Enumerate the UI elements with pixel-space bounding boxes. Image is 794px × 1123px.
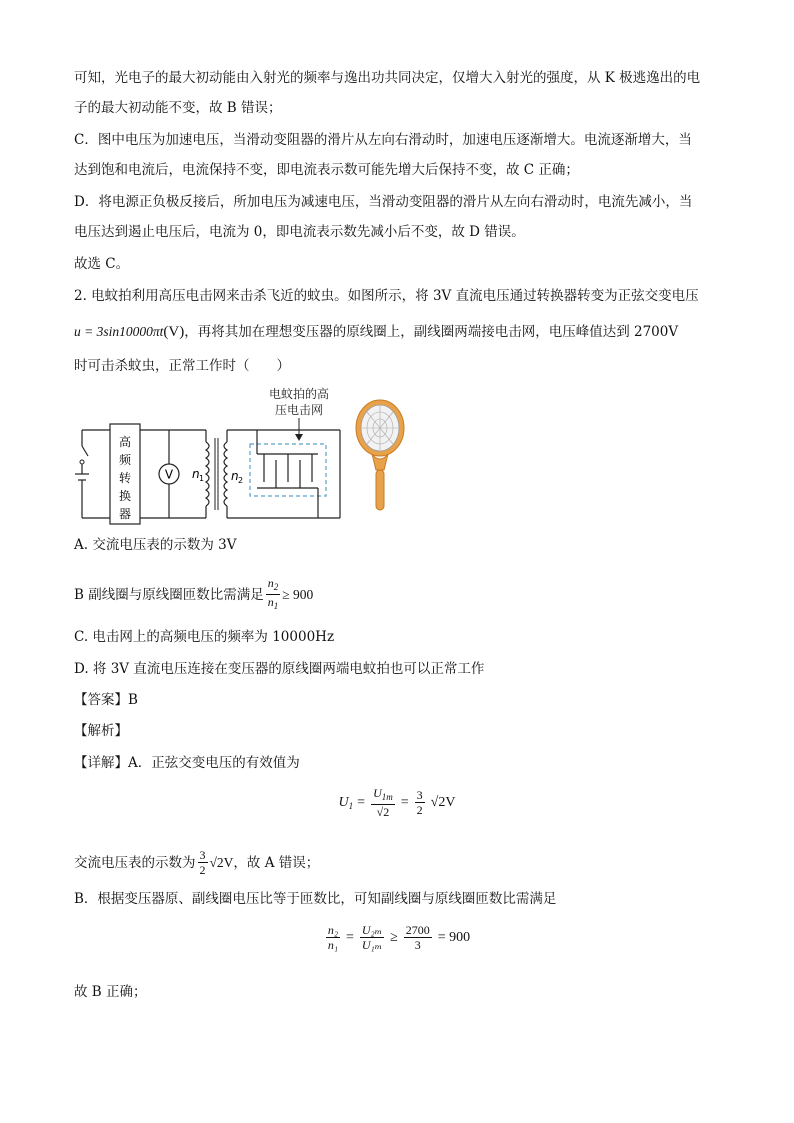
figure-label-line-1: 电蚊拍的高 bbox=[268, 387, 330, 401]
text-line-1: 可知，光电子的最大初动能由入射光的频率与逸出功共同决定，仅增大入射光的强度，从 K 极逃逸出的电 bbox=[74, 70, 701, 86]
secondary-coil bbox=[224, 442, 227, 506]
battery-switch-circuit bbox=[75, 430, 110, 518]
option-c: C. 电击网上的高频电压的频率为 10000Hz bbox=[74, 629, 335, 645]
eq1-lhs: $U_1$ bbox=[338, 794, 354, 811]
eq1-fraction-2: $\frac{3}{2}$ bbox=[416, 788, 423, 817]
option-b bbox=[74, 576, 313, 613]
line-b: B．根据变压器原、副线圈电压比等于匝数比，可知副线圈与原线圈匝数比需满足 bbox=[74, 891, 557, 907]
eq1-equals-2: = bbox=[400, 794, 409, 810]
switch-contact bbox=[80, 460, 84, 464]
option-a: A. 交流电压表的示数为 3V bbox=[74, 537, 237, 553]
question-2-line-2 bbox=[74, 322, 678, 342]
converter-char-1: 高 bbox=[118, 435, 132, 449]
eq1-fraction-1: $\frac{U_{1m}}{√2}$ bbox=[373, 786, 393, 819]
text-line-6: 电压达到遏止电压后，电流为 0，即电流表示数先减小后不变，故 D 错误。 bbox=[74, 224, 525, 240]
text-line-3: C．图中电压为加速电压，当滑动变阻器的滑片从左向右滑动时，加速电压逐渐增大。电流逐渐增大，当 bbox=[74, 132, 692, 148]
secondary-wiring bbox=[227, 430, 340, 518]
n1-label: n bbox=[192, 467, 200, 481]
option-b-condition: ≥ 900 bbox=[282, 586, 314, 602]
converter-char-5: 器 bbox=[118, 507, 132, 521]
circuit-figure bbox=[74, 384, 434, 534]
option-d: D. 将 3V 直流电压连接在变压器的原线圈两端电蚊拍也可以正常工作 bbox=[74, 661, 485, 677]
n2-subscript: 2 bbox=[238, 476, 244, 485]
question-2-line-1: 2. 电蚊拍利用高压电击网来击杀飞近的蚊虫。如图所示，将 3V 直流电压通过转换器转变为正弦交变电压 bbox=[74, 288, 699, 304]
equation-2: $\frac{\text{n₂}}{\text{n₁}}$ = $\frac{\text{U₂ₘ}}{\text{U₁ₘ}}$ ≥ $\frac{2700}{3}$ = 900 bbox=[327, 923, 471, 952]
converter-char-4: 换 bbox=[118, 489, 132, 503]
text-line-2: 子的最大初动能不变，故 B 错误； bbox=[74, 100, 282, 116]
line-a2-fraction: $\frac{3}{2}$ bbox=[199, 848, 206, 877]
equation-1 bbox=[0, 786, 794, 819]
option-b-text: B 副线圈与原线圈匝数比需满足 bbox=[74, 586, 264, 603]
analysis-heading: 【解析】 bbox=[74, 723, 128, 739]
question-2-line-2-rest: ，再将其加在理想变压器的原线圈上，副线圈两端接电击网，电压峰值达到 2700V bbox=[184, 324, 679, 340]
line-a2: 交流电压表的示数为 $\frac{3}{2}$ √2V ，故 A 错误； bbox=[74, 848, 320, 877]
line-b-end: 故 B 正确； bbox=[74, 984, 147, 1000]
eq2-result: = 900 bbox=[437, 929, 471, 945]
text-line-7: 故选 C。 bbox=[74, 256, 130, 272]
primary-coil bbox=[206, 442, 209, 506]
voltage-formula: u = 3sin10000πt bbox=[74, 324, 164, 339]
label-arrow-head bbox=[295, 434, 303, 441]
option-b-fraction: $\frac{n_2}{n_1}$ bbox=[267, 576, 279, 611]
n1-subscript: 1 bbox=[199, 474, 205, 483]
figure-label-line-2: 压电击网 bbox=[274, 403, 324, 417]
detail-a: 【详解】A．正弦交变电压的有效值为 bbox=[74, 755, 300, 771]
answer: 【答案】B bbox=[74, 692, 138, 708]
eq2-fraction-3: $\frac{2700}{3}$ bbox=[405, 923, 430, 952]
mosquito-racket-image bbox=[356, 400, 404, 510]
converter-char-2: 频 bbox=[118, 453, 132, 467]
voltage-unit: (V) bbox=[163, 324, 185, 340]
eq2-fraction-1: $\frac{\text{n₂}}{\text{n₁}}$ bbox=[327, 923, 338, 952]
eq1-equals: = bbox=[357, 794, 366, 810]
question-2-line-3: 时可击杀蚊虫，正常工作时（ ） bbox=[74, 358, 290, 374]
voltmeter-label: V bbox=[164, 467, 174, 482]
eq2-ge: ≥ bbox=[390, 929, 398, 945]
text-line-5: D．将电源正负极反接后，所加电压为减速电压，当滑动变阻器的滑片从左向右滑动时，电流先减小，当 bbox=[74, 194, 693, 210]
converter-char-3: 转 bbox=[118, 471, 132, 485]
n2-label: n bbox=[231, 469, 239, 483]
eq1-tail: √2V bbox=[430, 794, 456, 810]
electric-mesh bbox=[257, 430, 318, 518]
eq2-fraction-2: $\frac{\text{U₂ₘ}}{\text{U₁ₘ}}$ bbox=[361, 923, 383, 952]
text-line-4: 达到饱和电流后，电流保持不变，即电流表示数可能先增大后保持不变，故 C 正确； bbox=[74, 162, 579, 178]
